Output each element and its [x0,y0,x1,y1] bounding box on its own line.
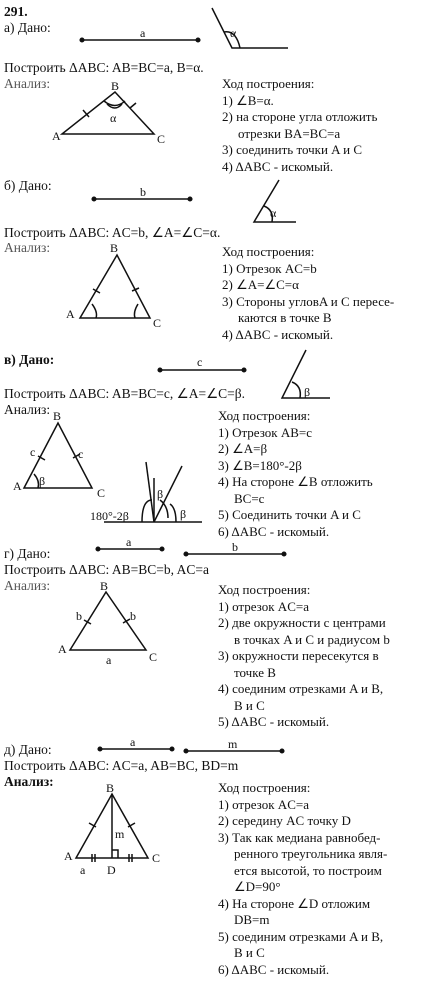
label-vertex-A: A [13,479,22,493]
step: в точках A и C и радиусом b [234,631,390,647]
label-angle-180-2beta: 180°-2β [90,509,129,523]
label-vertex-C: C [149,650,158,664]
step: 1) Отрезок AC=b [222,260,317,276]
step: B и C [234,945,265,960]
label-side-a: a [80,863,86,877]
steps-title: Ход построения: [222,76,315,91]
part-a-analysis: Анализ: [4,76,51,91]
step: 4) На стороне ∠B отложить [218,474,373,489]
label-side-b: b [76,609,82,623]
part-g-given: г) Дано: [4,546,51,561]
steps-title: Ход построения: [222,244,315,259]
step: 3) окружности пересекутся в [218,648,379,663]
label-vertex-A: A [58,642,67,656]
steps-title: Ход построения: [218,582,311,597]
label-side-c: c [78,447,84,461]
label-side-b: b [130,609,136,623]
label-vertex-C: C [152,851,161,865]
step: каются в точке B [238,310,332,325]
step: DB=m [234,912,270,927]
step: 2) ∠A=∠C=α [222,277,299,292]
step: 1) ∠B=α. [222,92,274,108]
label-segment-a: a [126,535,132,549]
part-d-given: д) Дано: [4,742,52,757]
label-angle-A: β [39,474,46,488]
step: 4) ΔABC - искомый. [222,326,334,342]
step: 4) ΔABC - искомый. [222,158,334,174]
problem-number: 291. [4,4,28,19]
label-segment-b: b [140,185,146,199]
step: 3) Стороны угловA и C пересе- [222,293,395,309]
step: 5) соединим отрезками A и B, [218,928,384,944]
step: 1) отрезок AC=a [218,796,309,812]
label-vertex-D: D [107,863,116,877]
part-a-task: Построить ΔABC: AB=BC=a, B=α. [4,60,204,75]
step: 5) Соединить точки A и C [218,507,361,522]
label-vertex-A: A [66,307,75,321]
step: 2) ∠A=β [218,441,268,456]
part-g-task: Построить ΔABC: AB=BC=b, AC=a [4,562,209,577]
part-v-analysis: Анализ: [4,402,51,417]
label-angle-alpha-b: α [270,206,277,220]
step: 3) Так как медиана равнобед- [218,829,381,845]
label-segment-a: a [130,735,136,749]
label-vertex-A: A [64,849,73,863]
step: 4) На стороне ∠D отложим [218,895,371,911]
step: 2) на стороне угла отложить [222,109,378,124]
label-segment-m: m [228,737,238,751]
step: 3) соединить точки A и C [222,142,362,157]
label-vertex-A: A [52,129,61,143]
step: точке B [234,664,276,680]
steps-title: Ход построения: [218,780,311,795]
step: 2) середину AC точку D [218,813,351,828]
label-side-c: c [30,445,36,459]
label-vertex-C: C [153,316,162,330]
part-g-analysis: Анализ: [4,578,51,593]
step: 3) ∠B=180°-2β [218,457,302,473]
step: 6) ΔABC - искомый. [218,523,330,539]
part-d-analysis: Анализ: [4,774,54,789]
label-vertex-B: B [53,409,62,423]
part-v-given: в) Дано: [4,352,55,367]
part-d-task: Построить ΔABC: AC=a, AB=BC, BD=m [4,758,239,773]
part-b-analysis: Анализ: [4,240,51,255]
step: BC=c [234,490,265,506]
step: отрезки BA=BC=a [238,125,341,141]
label-vertex-C: C [157,132,166,146]
step: 5) ΔABC - искомый. [218,714,330,729]
step: ренного треугольника явля- [234,846,388,861]
step: 2) две окружности с центрами [218,615,386,630]
label-angle-beta-2: β [180,507,187,521]
label-segment-b: b [232,540,238,554]
step: ется высотой, то построим [234,862,382,878]
label-angle-beta: β [304,385,311,399]
label-angle-alpha: α [230,26,237,40]
label-angle-B: α [110,111,117,125]
label-side-a: a [106,653,112,667]
step: B и C [234,697,265,713]
label-vertex-B: B [110,241,119,255]
part-a-given: а) Дано: [4,20,51,35]
part-v-task: Построить ΔABC: AB=BC=c, ∠A=∠C=β. [4,386,246,401]
label-vertex-B: B [111,79,120,93]
label-segment-a: a [140,26,146,40]
label-vertex-B: B [100,579,109,593]
step: 1) отрезок AC=a [218,598,309,614]
label-vertex-C: C [97,486,106,500]
part-b-given: б) Дано: [4,178,52,193]
part-b-task: Построить ΔABC: AC=b, ∠A=∠C=α. [4,225,221,240]
step: 6) ΔABC - искомый. [218,961,330,977]
label-segment-c: c [197,355,203,369]
label-angle-beta-1: β [157,487,164,501]
label-vertex-B: B [106,781,115,795]
step: ∠D=90° [234,879,281,894]
steps-title: Ход построения: [218,408,311,423]
step: 1) Отрезок AB=c [218,424,313,440]
step: 4) соединим отрезками A и B, [218,681,384,696]
label-median-m: m [115,827,125,841]
